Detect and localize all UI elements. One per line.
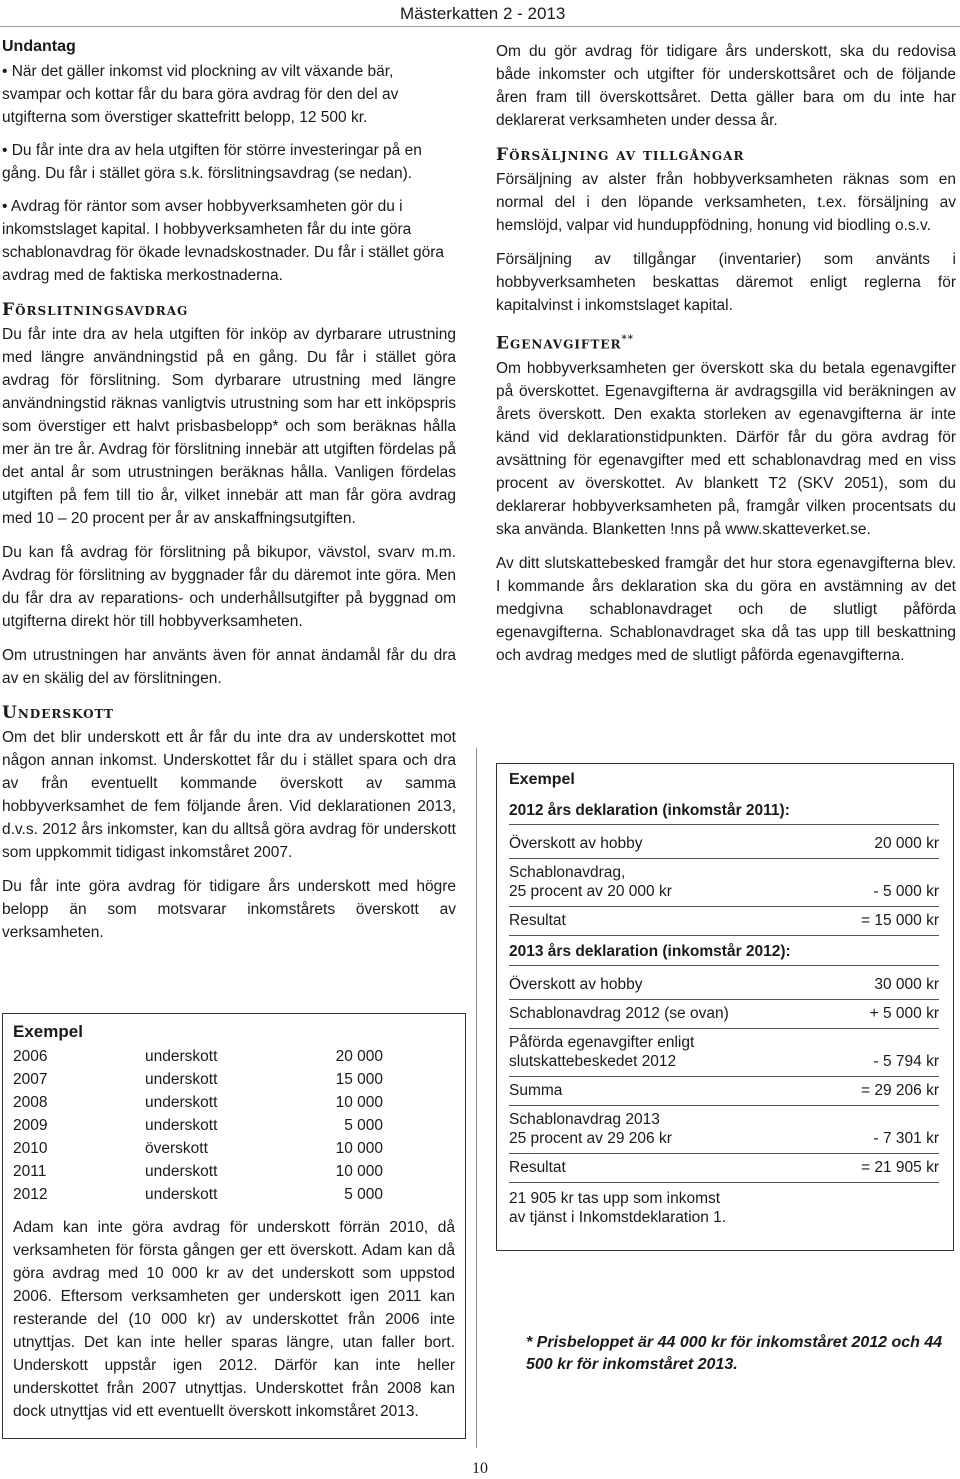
underskott-heading: Underskott <box>2 703 114 723</box>
calc-row: Påförda egenavgifter enligt slutskattebeskedet 2012 - 5 794 kr <box>509 1029 939 1077</box>
year-row: 2012 underskott 5 000 <box>13 1186 383 1203</box>
bullet-item: • Du får inte dra av hela utgiften för större investeringar på en gång. Du får i stället göra s.k. förslitningsavdrag (se nedan). <box>2 142 422 182</box>
example-box-egenavgifter <box>496 763 954 1251</box>
year-row: 2009 underskott 5 000 <box>13 1117 383 1134</box>
header-rule <box>0 26 960 27</box>
paragraph: Om du gör avdrag för tidigare års underskott, ska du redovisa både inkomster och utgifter för underskottsåret och de följande åren fram till överskottsåret. Detta gäller bara om du inte har deklarerat verksamheten under dessa år. <box>496 43 956 129</box>
egenavgifter-heading: Egenavgifter** <box>496 333 634 354</box>
year-row: 2006 underskott 20 000 <box>13 1048 383 1065</box>
paragraph: Om hobbyverksamheten ger överskott ska du betala egenavgifter på överskottet. Egenavgifterna är avdragsgilla vid beräkningen av årets överskott. Den exakta storleken av egenavgifterna är inte känd vid deklarationstidpunkten. Därför får du göra avdrag för avsättning för egenavgifter med ett schablonavdrag med en viss procent av överskottet. Av blankett T2 (SKV 2051), som du deklarerar hobbyverksamheten på, framgår vilken procentsats du ska använda. Blanketten !nns på www.skatteverket.se. <box>496 359 956 538</box>
column-divider <box>476 748 477 1448</box>
paragraph: Om utrustningen har använts även för annat ändamål får du dra av en skälig del av förslitningen. <box>2 647 456 687</box>
page-number: 10 <box>472 1460 488 1477</box>
example-note: 21 905 kr tas upp som inkomst av tjänst i Inkomstdeklaration 1. <box>509 1190 727 1226</box>
year-row: 2008 underskott 10 000 <box>13 1094 383 1111</box>
paragraph: Av ditt slutskattebesked framgår det hur stora egenavgifterna blev. I kommande års deklaration ska du göra en avstämning av det medgivna schablonavdraget och de slutligt påförda egenavgifterna. Schablonavdraget ska då tas upp till beskattning och avdrag medges med de slutligt påförda egenavgifterna. <box>496 554 956 664</box>
calc-row: Schablonavdrag, 25 procent av 20 000 kr - 5 000 kr <box>509 859 939 907</box>
footnote: * Prisbeloppet är 44 000 kr för inkomståret 2012 och 44 500 kr för inkomståret 2013. <box>526 1334 943 1373</box>
example-title: Exempel <box>13 1022 83 1041</box>
calc-row: Resultat = 15 000 kr <box>509 907 939 936</box>
paragraph: Om det blir underskott ett år får du inte dra av underskottet mot någon annan inkomst. Underskottet får du i stället spara och dra av från eventuellt kommande överskott av samma hobbyverksamhet de fem följande åren. Vid deklarationen 2013, d.v.s. 2012 års inkomster, kan du alltså göra avdrag för underskott som uppkommit tidigast inkomståret 2007. <box>2 729 456 861</box>
paragraph: Du får inte göra avdrag för tidigare års underskott med högre belopp än som motsvarar inkomstårets överskott av verksamheten. <box>2 878 456 941</box>
calc-row: Överskott av hobby 30 000 kr <box>509 971 939 1000</box>
example-text: Adam kan inte göra avdrag för underskott förrän 2010, då verksamheten för första gången ger ett överskott. Adam kan då göra avdrag med 10 000 kr av det underskott som uppstod 2006. Eftersom verksamheten ger underskott igen 2011 kan resterande del (10 000 kr) av underskottet från 2006 inte utnyttjas. Det kan inte heller sparas längre, utan faller bort. Underskott uppstår igen 2012. Därför kan inte heller underskottet från 2007 utnyttjas. Underskottet från 2008 kan dock utnyttjas vid ett eventuellt överskott inkomståret 2013. <box>13 1219 455 1420</box>
left-column <box>2 35 456 955</box>
header-title: Mästerkatten 2 - 2013 <box>400 4 566 23</box>
calc-row: Schablonavdrag 2013 25 procent av 29 206 kr - 7 301 kr <box>509 1106 939 1154</box>
bullet-item: • Avdrag för räntor som avser hobbyverksamheten gör du i inkomstslaget kapital. I hobbyverksamheten får du inte göra schablonavdrag för ökade levnadskostnader. Du får i stället göra avdrag med de faktiska merkostnaderna. <box>2 198 445 284</box>
example-box-underskott <box>2 1013 466 1439</box>
forsaljning-heading: Försäljning av tillgångar <box>496 145 745 165</box>
section-title: 2012 års deklaration (inkomstår 2011): <box>509 801 939 825</box>
forslitning-heading: Förslitningsavdrag <box>2 300 189 320</box>
bullet-item: • När det gäller inkomst vid plockning av vilt växande bär, svampar och kottar får du bara göra avdrag för den del av utgifterna som överstiger skattefritt belopp, 12 500 kr. <box>2 63 399 126</box>
paragraph: Försäljning av tillgångar (inventarier) som använts i hobbyverksamheten beskattas däremot enligt reglerna för kapitalvinst i inkomstslaget kapital. <box>496 251 956 314</box>
calc-row: Summa = 29 206 kr <box>509 1077 939 1106</box>
year-row: 2011 underskott 10 000 <box>13 1163 383 1180</box>
calc-row: Schablonavdrag 2012 (se ovan) + 5 000 kr <box>509 1000 939 1029</box>
paragraph: Du kan få avdrag för förslitning på bikupor, vävstol, svarv m.m. Avdrag för förslitning av byggnader får du däremot inte göra. Men du får dra av reparations- och underhållsutgifter på byggnad om utgifterna direkt hör till hobbyverksamheten. <box>2 544 456 630</box>
page-header <box>0 2 960 24</box>
footnote-mark: ** <box>621 334 634 345</box>
section-title: 2013 års deklaration (inkomstår 2012): <box>509 942 939 966</box>
paragraph: Du får inte dra av hela utgiften för inköp av dyrbarare utrustning med längre användningstid på en gång. Du får i stället göra avdrag för förslitning. Som dyrbarare utrustning med längre användningstid räknas vanligtvis utrustning som har ett inköpspris som överstiger ett halvt prisbasbelopp* och som beräknas hålla mer än tre år. Avdrag för förslitning innebär att utgiften fördelas på det antal år som utrustningen beräknas hålla. Vanligen fördelas utgiften på fem till tio år, vilket innebär att man får göra avdrag med 10 – 20 procent per år av anskaffningsutgiften. <box>2 326 456 527</box>
year-row: 2010 överskott 10 000 <box>13 1140 383 1157</box>
example-title: Exempel <box>509 771 575 788</box>
paragraph: Försäljning av alster från hobbyverksamheten räknas som en normal del i den löpande verksamheten, t.ex. försäljning av hemslöjd, valpar vid hunduppfödning, honung vid biodling o.s.v. <box>496 171 956 234</box>
right-column <box>496 40 956 678</box>
calc-row: Överskott av hobby 20 000 kr <box>509 830 939 859</box>
year-row: 2007 underskott 15 000 <box>13 1071 383 1088</box>
calc-row: Resultat = 21 905 kr <box>509 1154 939 1183</box>
undantag-title: Undantag <box>2 38 76 55</box>
